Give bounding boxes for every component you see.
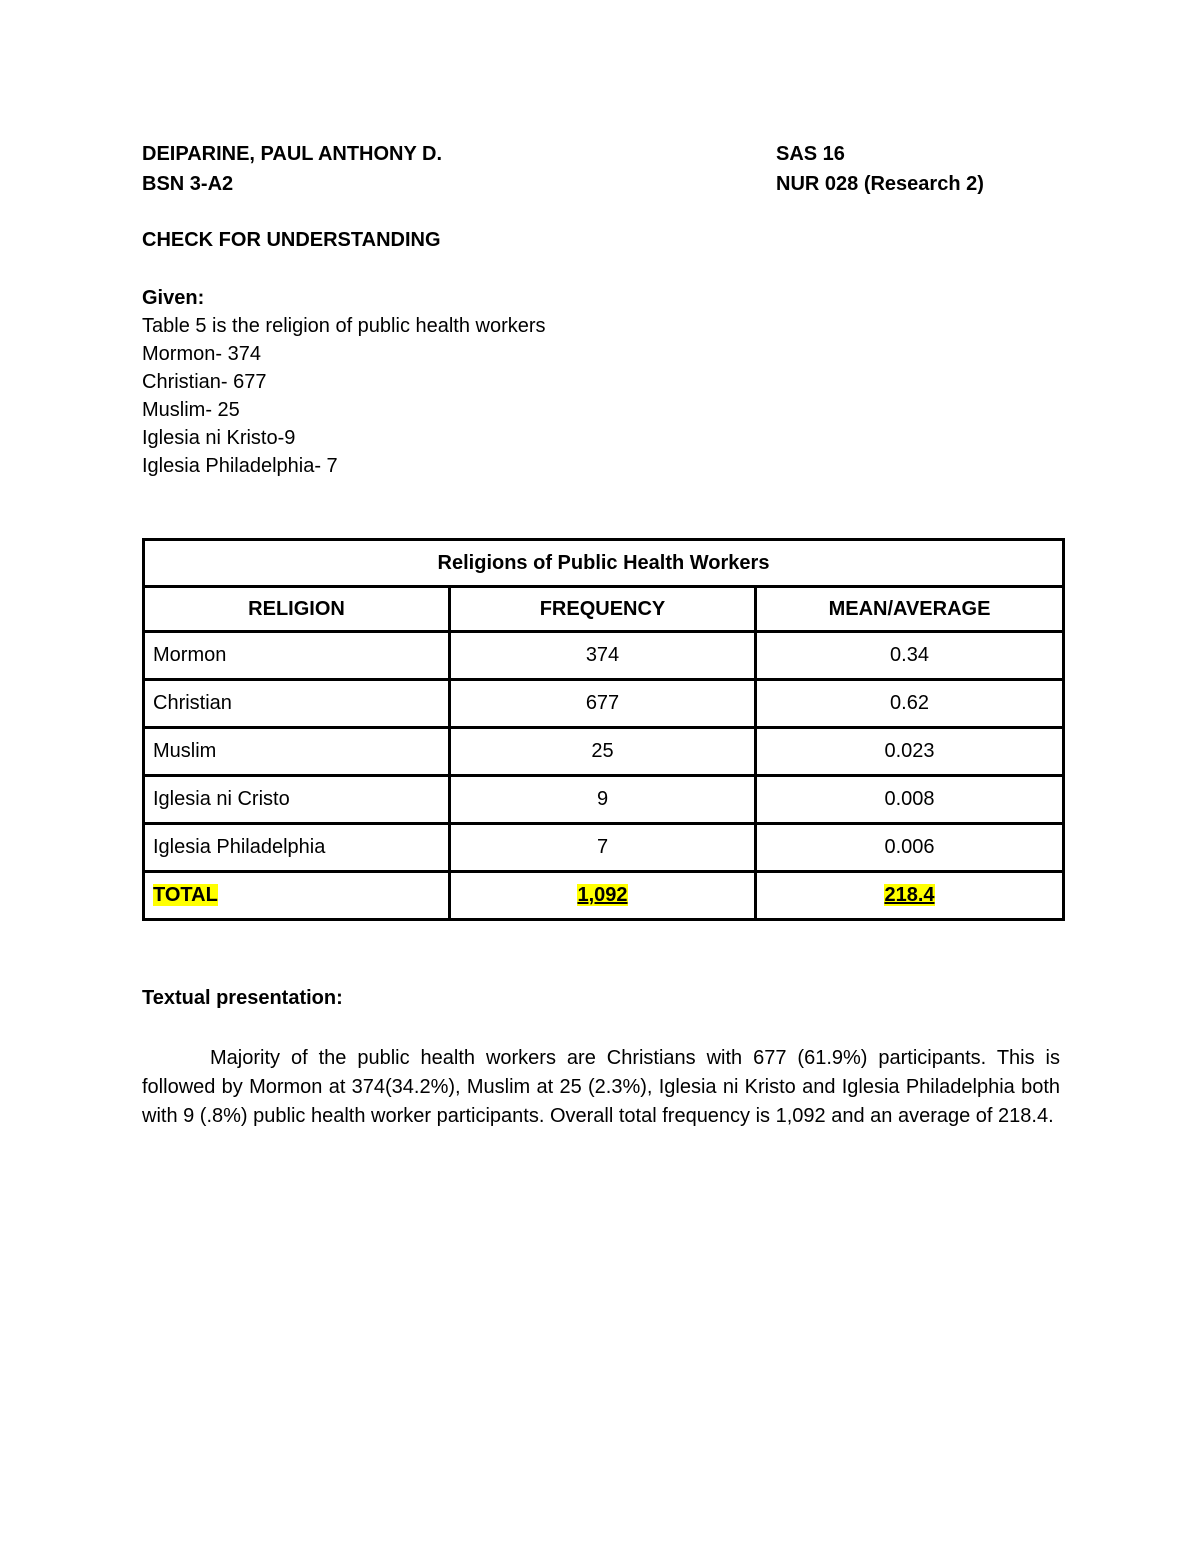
cell-mean: 0.023 bbox=[756, 728, 1064, 776]
cell-religion: Iglesia ni Cristo bbox=[144, 776, 450, 824]
cell-frequency: 374 bbox=[450, 632, 756, 680]
cell-religion: Muslim bbox=[144, 728, 450, 776]
student-name: DEIPARINE, PAUL ANTHONY D. bbox=[142, 143, 443, 165]
cell-frequency: 7 bbox=[450, 824, 756, 872]
cell-mean: 0.006 bbox=[756, 824, 1064, 872]
given-line: Table 5 is the religion of public health workers bbox=[142, 315, 546, 337]
table-caption: Religions of Public Health Workers bbox=[144, 540, 1064, 587]
table-caption-row bbox=[144, 540, 1064, 587]
cell-frequency: 9 bbox=[450, 776, 756, 824]
column-header-frequency: FREQUENCY bbox=[450, 587, 756, 632]
table-header-row bbox=[144, 587, 1064, 632]
table-row bbox=[144, 632, 1064, 680]
cell-religion: Christian bbox=[144, 680, 450, 728]
table-row bbox=[144, 680, 1064, 728]
total-label: TOTAL bbox=[153, 884, 218, 906]
column-header-religion: RELIGION bbox=[144, 587, 450, 632]
cell-total-frequency bbox=[450, 872, 756, 920]
student-section: BSN 3-A2 bbox=[142, 173, 234, 195]
cell-mean: 0.008 bbox=[756, 776, 1064, 824]
page-title: CHECK FOR UNDERSTANDING bbox=[142, 229, 441, 251]
given-line: Iglesia Philadelphia- 7 bbox=[142, 455, 338, 477]
given-line: Muslim- 25 bbox=[142, 399, 240, 421]
given-line: Iglesia ni Kristo-9 bbox=[142, 427, 296, 449]
religions-table bbox=[142, 538, 1065, 921]
course-code: NUR 028 (Research 2) bbox=[776, 173, 984, 195]
total-mean: 218.4 bbox=[884, 884, 935, 906]
given-line: Mormon- 374 bbox=[142, 343, 261, 365]
given-section bbox=[142, 284, 546, 480]
cell-mean: 0.34 bbox=[756, 632, 1064, 680]
table-row bbox=[144, 728, 1064, 776]
cell-mean: 0.62 bbox=[756, 680, 1064, 728]
total-frequency: 1,092 bbox=[577, 884, 628, 906]
cell-frequency: 677 bbox=[450, 680, 756, 728]
table-row bbox=[144, 824, 1064, 872]
cell-religion: Mormon bbox=[144, 632, 450, 680]
cell-frequency: 25 bbox=[450, 728, 756, 776]
given-label: Given: bbox=[142, 287, 205, 309]
textual-presentation-label: Textual presentation: bbox=[142, 987, 343, 1009]
column-header-mean: MEAN/AVERAGE bbox=[756, 587, 1064, 632]
cell-religion: Iglesia Philadelphia bbox=[144, 824, 450, 872]
given-line: Christian- 677 bbox=[142, 371, 267, 393]
table-total-row bbox=[144, 872, 1064, 920]
sas-number: SAS 16 bbox=[776, 143, 845, 165]
textual-presentation-paragraph: Majority of the public health workers are Christians with 677 (61.9%) participants. This is followed by Mormon at 374(34.2%), Muslim at 25 (2.3%), Iglesia ni Kristo and Iglesia Philadelphia both with 9 (.8%) public health worker participants. Overall total frequency is 1,092 and an average of 218.4. bbox=[142, 1047, 1060, 1127]
cell-total-label bbox=[144, 872, 450, 920]
table-row bbox=[144, 776, 1064, 824]
cell-total-mean bbox=[756, 872, 1064, 920]
